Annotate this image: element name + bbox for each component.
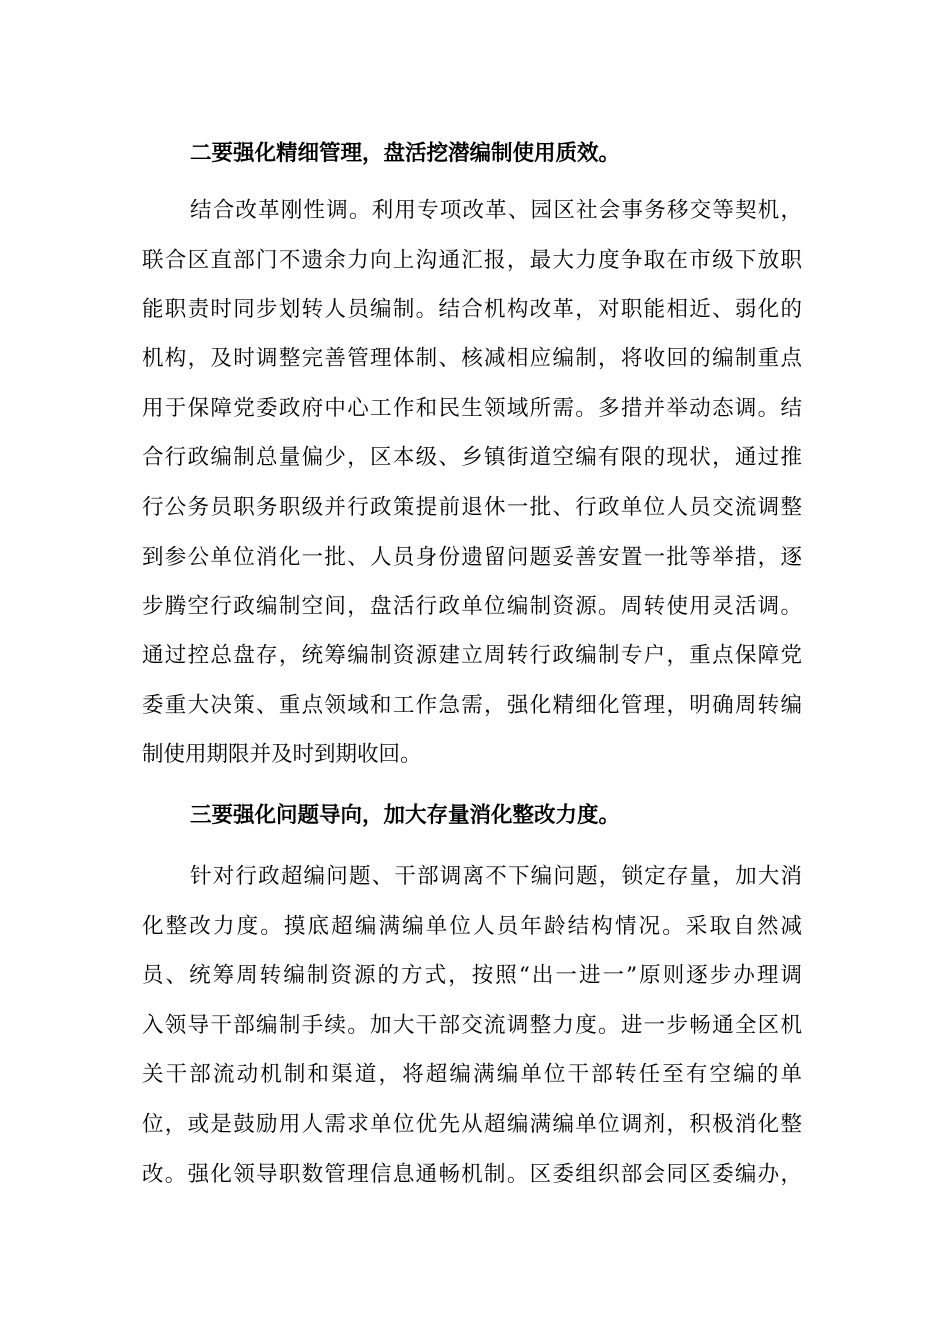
paragraph-line: 化整改力度。摸底超编满编单位人员年龄结构情况。采取自然减 <box>142 914 802 939</box>
paragraph-line: 步腾空行政编制空间，盘活行政单位编制资源。周转使用灵活调。 <box>142 594 802 619</box>
paragraph-line: 员、统筹周转编制资源的方式，按照“出一进一”原则逐步办理调 <box>142 963 802 988</box>
section-heading: 三要强化问题导向，加大存量消化整改力度。 <box>190 803 621 828</box>
paragraph-line: 位，或是鼓励用人需求单位优先从超编满编单位调剂，积极消化整 <box>142 1112 802 1137</box>
paragraph-line: 到参公单位消化一批、人员身份遗留问题妥善安置一批等举措，逐 <box>142 545 802 570</box>
paragraph-line: 结合改革刚性调。利用专项改革、园区社会事务移交等契机， <box>190 198 802 223</box>
paragraph-line: 入领导干部编制手续。加大干部交流调整力度。进一步畅通全区机 <box>142 1013 802 1038</box>
paragraph-line: 用于保障党委政府中心工作和民生领域所需。多措并举动态调。结 <box>142 396 802 421</box>
paragraph-line: 合行政编制总量偏少，区本级、乡镇街道空编有限的现状，通过推 <box>142 445 802 470</box>
paragraph-line: 通过控总盘存，统筹编制资源建立周转行政编制专户，重点保障党 <box>142 643 802 668</box>
paragraph-line: 制使用期限并及时到期收回。 <box>142 742 422 767</box>
paragraph-line: 委重大决策、重点领域和工作急需，强化精细化管理，明确周转编 <box>142 693 802 718</box>
paragraph-line: 机构，及时调整完善管理体制、核减相应编制，将收回的编制重点 <box>142 346 802 371</box>
paragraph-line: 行公务员职务职级并行政策提前退休一批、行政单位人员交流调整 <box>142 495 802 520</box>
paragraph-line: 关干部流动机制和渠道，将超编满编单位干部转任至有空编的单 <box>142 1062 802 1087</box>
paragraph-line: 能职责时同步划转人员编制。结合机构改革，对职能相近、弱化的 <box>142 297 802 322</box>
paragraph-line: 联合区直部门不遗余力向上沟通汇报，最大力度争取在市级下放职 <box>142 248 802 273</box>
paragraph-line: 改。强化领导职数管理信息通畅机制。区委组织部会同区委编办， <box>142 1162 802 1187</box>
section-heading: 二要强化精细管理，盘活挖潜编制使用质效。 <box>190 141 621 166</box>
paragraph-line: 针对行政超编问题、干部调离不下编问题，锁定存量，加大消 <box>190 864 802 889</box>
